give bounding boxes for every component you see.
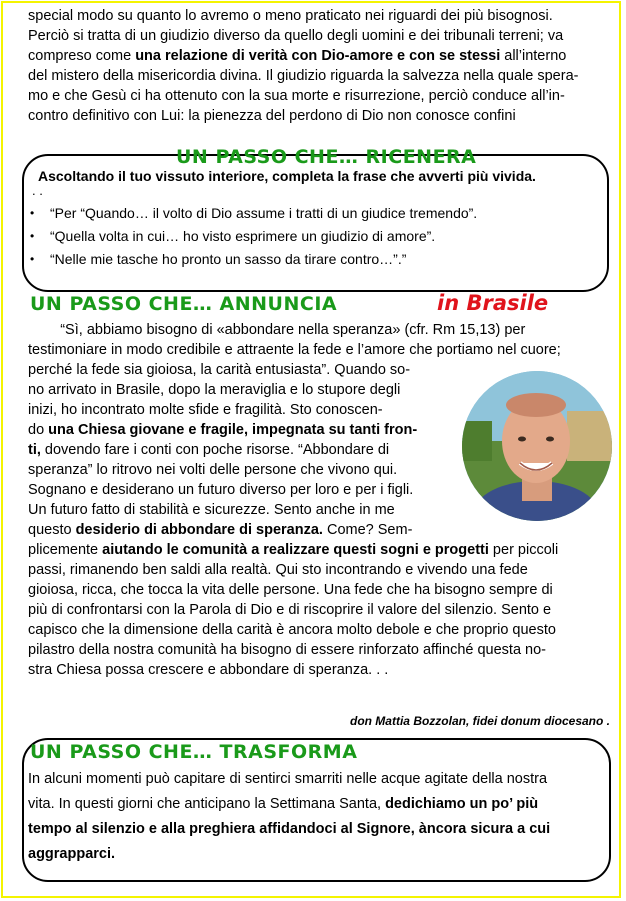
section-trasforma-body — [28, 767, 608, 867]
intro-line: compreso come una relazione di verità con Dio-amore e con se stessi all’interno — [28, 48, 567, 64]
intro-line: del mistero della misericordia divina. Il giudizio riguarda la salvezza nella quale spera- — [28, 68, 579, 84]
section-annuncia-body — [28, 320, 614, 680]
body-line: speranza” lo ritrovo nei volti delle persone che vivono qui. — [28, 462, 398, 478]
body-line: aggrapparci. — [28, 846, 116, 862]
section-ricenera-heading: UN PASSO CHE… RICENERA — [176, 146, 477, 168]
body-line: In alcuni momenti può capitare di sentirci smarriti nelle acque agitate della nostra — [28, 771, 548, 787]
intro-paragraph — [28, 6, 610, 126]
body-line: Un futuro fatto di stabilità e sicurezze. Sento anche in me — [28, 502, 395, 518]
body-line: gioiosa, ricca, che tocca la vita delle persone. Una fede che ha bisogno sempre di — [28, 582, 553, 598]
section-ricenera-dots: . . — [32, 183, 43, 198]
body-line: stra Chiesa possa crescere e abbondare di speranza. . . — [28, 662, 389, 678]
section-annuncia-tag: in Brasile — [437, 291, 549, 315]
body-line: questo desiderio di abbondare di speranza. Come? Sem- — [28, 522, 413, 538]
list-item: • “Quella volta in cui… ho visto esprimere un giudizio di amore”. — [28, 225, 477, 248]
list-item: • “Nelle mie tasche ho pronto un sasso da tirare contro…”.” — [28, 248, 477, 271]
section-trasforma-heading: UN PASSO CHE… TRASFORMA — [30, 741, 358, 763]
body-line: do una Chiesa giovane e fragile, impegnata su tanti fron- — [28, 422, 418, 438]
body-line: tempo al silenzio e alla preghiera affidandoci al Signore, àncora sicura a cui — [28, 821, 551, 837]
intro-line: special modo su quanto lo avremo o meno praticato nei riguardi dei più bisognosi. — [28, 8, 553, 24]
list-item: • “Per “Quando… il volto di Dio assume i tratti di un giudice tremendo”. — [28, 202, 477, 225]
section-annuncia-heading: UN PASSO CHE… ANNUNCIA — [30, 293, 338, 315]
body-line: pilastro della nostra comunità ha bisogno di essere rinforzato affinché questa no- — [28, 642, 547, 658]
intro-line: Perciò si tratta di un giudizio diverso da quello degli uomini e dei tribunali terreni; va — [28, 28, 564, 44]
body-line: ti, dovendo fare i conti con poche risorse. “Abbondare di — [28, 442, 390, 458]
body-line: Sognano e desiderano un futuro diverso per loro e per i figli. — [28, 482, 414, 498]
body-line: “Sì, abbiamo bisogno di «abbondare nella speranza» (cfr. Rm 15,13) per — [28, 322, 526, 338]
body-line: inizi, ho incontrato molte sfide e fragilità. Sto conoscen- — [28, 402, 383, 418]
body-line: capisco che la dimensione della carità è ancora molto debole e che proprio questo — [28, 622, 556, 638]
intro-line: contro definitivo con Lui: la pienezza del perdono di Dio non conosce confini — [28, 108, 516, 124]
author-signature: don Mattia Bozzolan, fidei donum diocesano . — [349, 714, 610, 728]
section-ricenera-list — [28, 202, 477, 271]
section-ricenera-prompt: Ascoltando il tuo vissuto interiore, completa la frase che avverti più vivida. — [38, 168, 536, 184]
body-line: plicemente aiutando le comunità a realizzare questi sogni e progetti per piccoli — [28, 542, 559, 558]
body-line: vita. In questi giorni che anticipano la Settimana Santa, dedichiamo un po’ più — [28, 796, 539, 812]
body-line: passi, rimanendo ben saldi alla realtà. Qui sto incontrando e vivendo una fede — [28, 562, 528, 578]
intro-emphasis: una relazione di verità con Dio-amore e con se stessi — [135, 48, 501, 64]
body-line: perché la fede sia gioiosa, la carità entusiasta”. Quando so- — [28, 362, 411, 378]
intro-line: mo e che Gesù ci ha ottenuto con la sua morte e risurrezione, perciò conduce all’in- — [28, 88, 565, 104]
body-line: testimoniare in modo credibile e attraente la fede e l’amore che portiamo nel cuore; — [28, 342, 561, 358]
body-line: più di confrontarsi con la Parola di Dio e di riscoprire il valore del silenzio. Sento e — [28, 602, 552, 618]
body-line: no arrivato in Brasile, dopo la meraviglia e lo stupore degli — [28, 382, 401, 398]
